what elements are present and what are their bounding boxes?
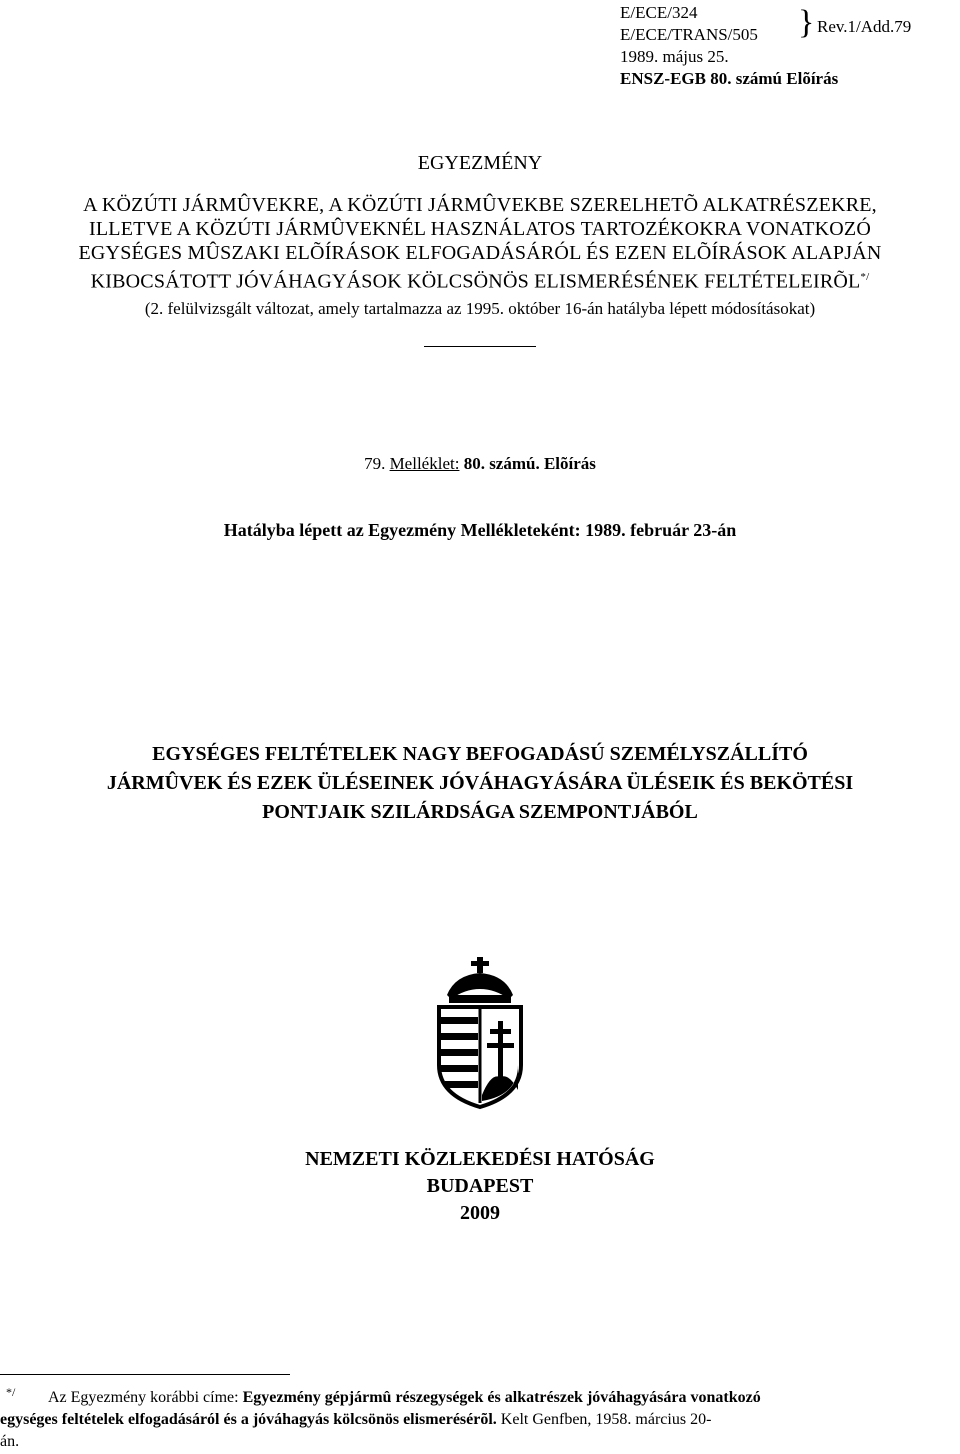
revision-symbol: Rev.1/Add.79 — [817, 17, 912, 36]
footnote-line-1: Az Egyezmény korábbi címe: Egyezmény gépjármû részegységek és alkatrészek jóváhagyására vonatkozó — [48, 1389, 761, 1406]
authority-city: BUDAPEST — [426, 1175, 534, 1197]
regulation-title — [0, 740, 960, 827]
footnote-line-2: egységes feltételek elfogadásáról és a jóváhagyás kölcsönös elismerésérõl. Kelt Genfben, 1958. március 20- — [0, 1411, 712, 1428]
agreement-long-title — [0, 193, 960, 294]
regulation-title-line: PONTJAIK SZILÁRDSÁGA SZEMPONTJÁBÓL — [262, 801, 698, 823]
regulation-number: ENSZ-EGB 80. számú Elõírás — [620, 69, 839, 88]
agreement-title: EGYEZMÉNY — [417, 152, 543, 174]
authority-name: NEMZETI KÖZLEKEDÉSI HATÓSÁG — [305, 1148, 655, 1170]
regulation-title-line: EGYSÉGES FELTÉTELEK NAGY BEFOGADÁSÚ SZEMÉLYSZÁLLÍTÓ — [152, 743, 808, 765]
agreement-line: KIBOCSÁTOTT JÓVÁHAGYÁSOK KÖLCSÖNÖS ELISMERÉSÉNEK FELTÉTELEIRÕL*/ — [90, 270, 870, 293]
authority-year: 2009 — [460, 1202, 500, 1224]
footnote-divider — [0, 1374, 290, 1375]
document-header — [620, 2, 912, 90]
entry-into-force: Hatályba lépett az Egyezmény Mellékleteként: 1989. február 23-án — [223, 520, 737, 540]
revision-note: (2. felülvizsgált változat, amely tartalmazza az 1995. október 16-án hatályba lépett módosításokat) — [144, 299, 816, 318]
regulation-title-line: JÁRMÛVEK ÉS EZEK ÜLÉSEINEK JÓVÁHAGYÁSÁRA ÜLÉSEIK ÉS BEKÖTÉSI — [106, 772, 854, 794]
footnote-mark: */ — [6, 1385, 16, 1399]
annex-line: 79. Melléklet: 80. számú. Elõírás — [364, 454, 596, 473]
doc-symbol-1: E/ECE/324 — [620, 3, 698, 22]
brace-icon: } — [798, 4, 815, 41]
divider — [424, 346, 536, 347]
footnote-line-3: án. — [0, 1433, 20, 1450]
issuing-authority — [0, 1146, 960, 1227]
doc-date: 1989. május 25. — [620, 47, 729, 66]
agreement-line: A KÖZÚTI JÁRMÛVEKRE, A KÖZÚTI JÁRMÛVEKBE SZERELHETÕ ALKATRÉSZEKRE, — [83, 194, 877, 216]
footnote-reference[interactable]: */ — [860, 271, 870, 283]
agreement-line: ILLETVE A KÖZÚTI JÁRMÛVEKNÉL HASZNÁLATOS TARTOZÉKOKRA VONATKOZÓ — [89, 218, 871, 240]
coat-of-arms-icon — [425, 955, 535, 1110]
doc-symbol-2: E/ECE/TRANS/505 — [620, 25, 758, 44]
agreement-line: EGYSÉGES MÛSZAKI ELÕÍRÁSOK ELFOGADÁSÁRÓL ÉS EZEN ELÕÍRÁSOK ALAPJÁN — [78, 242, 882, 264]
